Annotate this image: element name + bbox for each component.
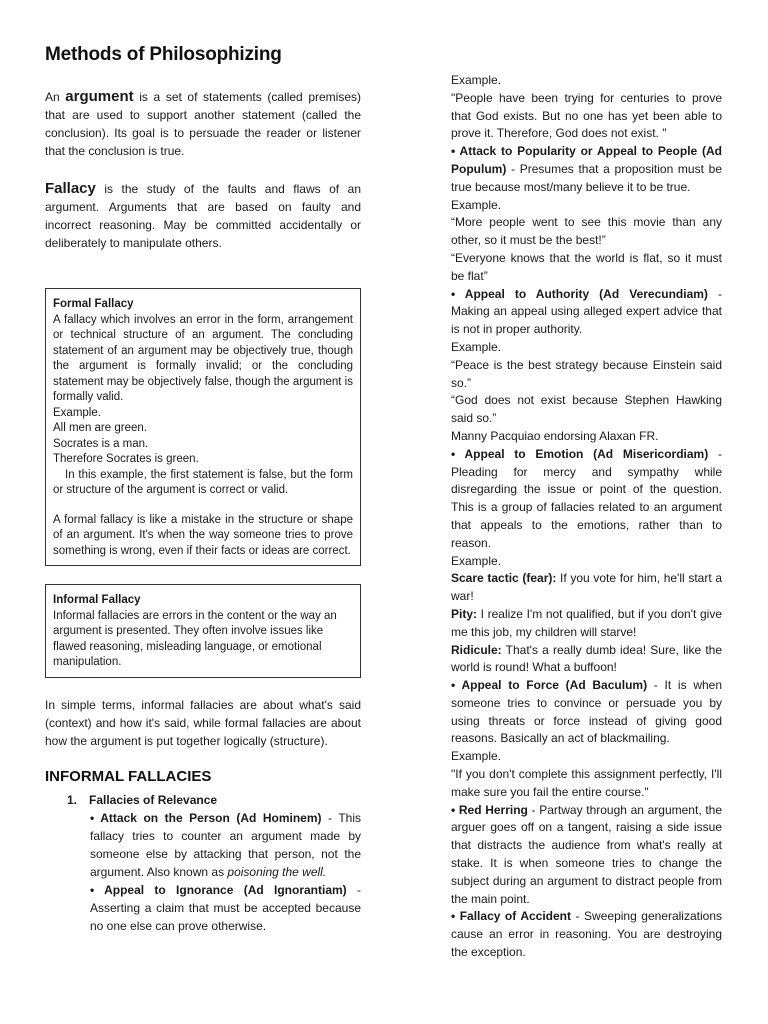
informal-fallacies-heading: INFORMAL FALLACIES [45,767,212,785]
example-label: Example. [451,339,502,354]
formal-fallacy-analogy: A formal fallacy is like a mistake in the structure or shape of an argument. It's when the way someone tries to prove something is wrong, even if their facts or ideas are correct. [53,513,353,557]
formal-fallacy-box [45,288,361,566]
ad-verecundiam-item: • Appeal to Authority (Ad Verecundiam) - Making an appeal using alleged expert advice that is not in proper authority. [451,286,722,337]
example-quote: “Peace is the best strategy because Einstein said so.” [451,357,722,390]
argument-term: argument [65,88,134,105]
fallacy-definition: Fallacy is the study of the faults and flaws of an argument. Arguments that are based on faulty and incorrect reasoning. May be committed accidentally or deliberately to manipulate others. [45,180,361,250]
formal-example-line: Socrates is a man. [53,437,149,450]
example-label: Example. [451,553,502,568]
list-item-relevance: 1. Fallacies of Relevance [67,792,218,807]
formal-example-line: Therefore Socrates is green. [53,453,199,465]
example-label: Example. [451,73,502,87]
example-label: Example. [451,197,502,212]
scare-tactic-example: Scare tactic (fear): If you vote for him, he'll start a war! [451,571,723,604]
formal-fallacy-heading: Formal Fallacy [53,298,134,310]
red-herring-item: • Red Herring - Partway through an argument, the arguer goes off on a tangent, raising a side issue that distracts the audience from what's really at stake. It is when someone tries to change the subject during an argument to distract people from the main point. [451,802,722,906]
ad-ignorantiam-item: • Appeal to Ignorance (Ad Ignorantiam) - Asserting a claim that must be accepted because no one else can prove otherwise. [90,882,361,933]
ad-misericordiam-item: • Appeal to Emotion (Ad Misericordiam) - Pleading for mercy and sympathy while disregarding the issue or point of the question. This is a group of fallacies related to an argument that appeals to the emotions, rather than to reason. [451,446,722,550]
pity-example: Pity: I realize I'm not qualified, but if you don't give me this job, my children will starve! [451,606,722,639]
right-column [451,72,722,962]
fallacy-term: Fallacy [45,180,96,197]
formal-example-label: Example. [53,406,101,419]
ad-baculum-item: • Appeal to Force (Ad Baculum) - It is when someone tries to convince or persuade you by using threats or force instead of giving good reasons. Basically an act of blackmailing. [451,678,723,746]
example-quote: "If you don't complete this assignment perfectly, I'll make sure you fail the entire course." [451,767,722,799]
example-label: Example. [451,749,502,764]
fallacy-of-accident-item: • Fallacy of Accident - Sweeping generalizations cause an error in reasoning. You are destroying the exception. [451,909,722,960]
example-line: Manny Pacquiao endorsing Alaxan FR. [451,428,659,443]
formal-example-explanation: In this example, the first statement is false, but the form or structure of the argument is correct or valid. [53,468,353,496]
informal-fallacy-text: Informal fallacies are errors in the content or the way an argument is presented. They often involve issues like flawed reasoning, misleading language, or emotional manipulation. [53,609,337,668]
formal-example-line: All men are green. [53,422,147,434]
left-column [45,44,361,935]
ad-populum-item: • Attack to Popularity or Appeal to People (Ad Populum) - Presumes that a proposition must be true because most/many believe it to be true. [451,144,722,194]
example-quote: “God does not exist because Stephen Hawking said so.” [451,393,722,426]
formal-fallacy-definition: A fallacy which involves an error in the form, arrangement or technical structure of an argument. The concluding statement of an argument may be objectively true, though the argument is formally invalid; or the concluding statement may be objectively false, though the argument is formally valid. [53,313,353,403]
example-quote: “Everyone knows that the world is flat, so it must be flat” [451,250,722,283]
page-title: Methods of Philosophizing [45,44,282,65]
example-quote: "People have been trying for centuries to prove that God exists. But no one has yet been able to prove it. Therefore, God does not exist. " [451,90,722,141]
example-quote: “More people went to see this movie than any other, so it must be the best!” [451,215,722,248]
fallacy-summary: In simple terms, informal fallacies are about what's said (context) and how it's said, while formal fallacies are about how the argument is put together logically (structure). [45,697,361,748]
informal-fallacy-box [45,584,361,678]
argument-definition: An argument is a set of statements (called premises) that are used to support another statement (called the conclusion). Its goal is to persuade the reader or listener that the conclusion is true. [45,88,361,158]
ridicule-example: Ridicule: That's a really dumb idea! Sure, like the world is round! What a buffoon! [451,642,722,675]
informal-fallacy-heading: Informal Fallacy [53,594,141,606]
ad-hominem-item: • Attack on the Person (Ad Hominem) - This fallacy tries to counter an argument made by someone else by attacking that person, not the argument. Also known as poisoning the well. [90,810,361,879]
